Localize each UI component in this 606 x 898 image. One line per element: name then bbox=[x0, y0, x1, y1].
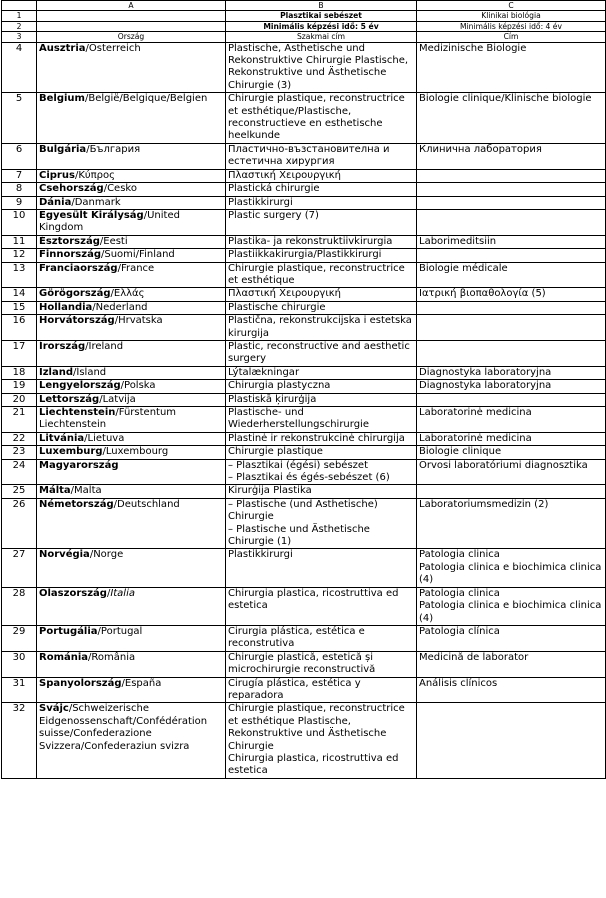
empty-cell bbox=[37, 21, 226, 31]
clinical-biology-title: Diagnostyka laboratoryjna bbox=[419, 380, 552, 392]
country-cell: Ciprus/Κύπρος bbox=[37, 169, 226, 182]
table-row bbox=[2, 169, 606, 182]
row-number: 16 bbox=[2, 315, 37, 341]
professional-title: Plastická chirurgie bbox=[228, 183, 320, 195]
training-duration-b: Minimális képzési idő: 5 év bbox=[226, 21, 417, 31]
professional-title: Plastiikkakirurgia/Plastikkirurgi bbox=[228, 249, 382, 261]
clinical-biology-title: Biologie clinique bbox=[419, 446, 502, 458]
professional-title: Πλαστική Χειρουργική bbox=[228, 288, 341, 300]
professional-title-cell bbox=[226, 677, 417, 703]
training-duration-c: Minimális képzési idő: 4 év bbox=[417, 21, 606, 31]
table-row bbox=[2, 587, 606, 625]
professional-title-cell bbox=[226, 301, 417, 314]
country-name: Portugália bbox=[39, 625, 98, 637]
country-native-name: Polska bbox=[124, 380, 156, 392]
title-cell bbox=[417, 407, 606, 433]
row-number: 2 bbox=[2, 21, 37, 31]
country-cell: Spanyolország/España bbox=[37, 677, 226, 703]
professional-title-cell bbox=[226, 407, 417, 433]
professional-title-cell bbox=[226, 485, 417, 498]
professional-title: Plastic, reconstructive and aesthetic surgery bbox=[228, 340, 410, 365]
country-cell: Egyesült Királyság/United Kingdom bbox=[37, 209, 226, 235]
table-row bbox=[2, 446, 606, 459]
professional-title: Plastika- ja rekonstruktiivkirurgia bbox=[228, 235, 393, 247]
title-cell bbox=[417, 587, 606, 625]
title-cell bbox=[417, 196, 606, 209]
title-cell bbox=[417, 651, 606, 677]
table-row bbox=[2, 288, 606, 301]
title-cell bbox=[417, 366, 606, 379]
country-cell: Dánia/Danmark bbox=[37, 196, 226, 209]
row-number: 1 bbox=[2, 11, 37, 21]
professional-title: Chirurgie plastică, estetică și microchirurgie reconstructivă bbox=[228, 651, 376, 676]
country-native-name: България bbox=[89, 143, 141, 155]
title-cell bbox=[417, 93, 606, 144]
clinical-biology-title: Ιατρική βιοπαθολογία (5) bbox=[419, 288, 546, 300]
country-cell: Hollandia/Nederland bbox=[37, 301, 226, 314]
country-cell: Luxemburg/Luxembourg bbox=[37, 446, 226, 459]
professional-title-cell bbox=[226, 262, 417, 288]
professional-title: Chirurgia plastyczna bbox=[228, 380, 331, 392]
professional-title: Chirurgie plastique bbox=[228, 446, 323, 458]
professional-title-cell bbox=[226, 703, 417, 778]
specialty-b-title: Plasztikai sebészet bbox=[226, 11, 417, 21]
clinical-biology-title: Biologie clinique/Klinische biologie bbox=[419, 93, 592, 105]
specialty-title-row bbox=[2, 11, 606, 21]
country-cell: Horvátország/Hrvatska bbox=[37, 315, 226, 341]
row-number: 32 bbox=[2, 703, 37, 778]
table-row bbox=[2, 340, 606, 366]
country-cell: Ausztria/Österreich bbox=[37, 42, 226, 93]
column-title-row bbox=[2, 32, 606, 42]
title-cell bbox=[417, 498, 606, 549]
row-number: 29 bbox=[2, 625, 37, 651]
country-cell: Málta/Malta bbox=[37, 485, 226, 498]
row-number: 21 bbox=[2, 407, 37, 433]
country-native-name: Ireland bbox=[88, 340, 124, 352]
clinical-biology-title: Análisis clínicos bbox=[419, 677, 498, 689]
country-cell: Csehország/Česko bbox=[37, 183, 226, 196]
professional-title-cell bbox=[226, 498, 417, 549]
corner-cell bbox=[2, 1, 37, 11]
country-native-name: Česko bbox=[107, 183, 137, 195]
row-number: 24 bbox=[2, 459, 37, 485]
country-native-name: Eesti bbox=[103, 235, 128, 247]
country-native-name: België/Belgique/Belgien bbox=[88, 93, 208, 105]
professional-title: Chirurgie plastique, reconstructrice et esthétique bbox=[228, 262, 405, 286]
clinical-biology-title: Diagnostyka laboratoryjna bbox=[419, 366, 552, 378]
table-row bbox=[2, 380, 606, 393]
country-cell: Görögország/Ελλάς bbox=[37, 288, 226, 301]
clinical-biology-title: Laborimeditsiin bbox=[419, 235, 497, 247]
professional-title-cell bbox=[226, 196, 417, 209]
title-cell bbox=[417, 209, 606, 235]
row-number: 18 bbox=[2, 366, 37, 379]
title-column: Cím bbox=[417, 32, 606, 42]
professional-title: Plastische chirurgie bbox=[228, 301, 326, 313]
country-native-name: Ελλάς bbox=[113, 288, 145, 300]
table-row bbox=[2, 432, 606, 445]
row-number: 30 bbox=[2, 651, 37, 677]
country-native-name: România bbox=[91, 651, 136, 663]
country-cell: Románia/România bbox=[37, 651, 226, 677]
country-cell: Lengyelország/Polska bbox=[37, 380, 226, 393]
professional-title-cell bbox=[226, 235, 417, 248]
country-name: Dánia bbox=[39, 196, 72, 208]
country-name: Franciaország bbox=[39, 262, 118, 274]
professional-title: Lýtalækningar bbox=[228, 366, 300, 378]
country-cell: Norvégia/Norge bbox=[37, 549, 226, 587]
country-cell: Írország/Ireland bbox=[37, 340, 226, 366]
row-number: 22 bbox=[2, 432, 37, 445]
country-name: Lettország bbox=[39, 393, 100, 405]
professional-title: Chirurgie plastique, reconstructrice et esthétique/Plastische, reconstructieve en esthetische heelkunde bbox=[228, 93, 405, 142]
table-row bbox=[2, 393, 606, 406]
country-name: Ciprus bbox=[39, 169, 75, 181]
country-native-name: Luxembourg bbox=[105, 446, 169, 458]
table-row bbox=[2, 143, 606, 169]
title-cell bbox=[417, 432, 606, 445]
professional-title: – Plasztikai (égési) sebészet – Plasztikai és égés-sebészet (6) bbox=[228, 459, 390, 484]
country-name: Svájc bbox=[39, 703, 69, 715]
title-cell bbox=[417, 301, 606, 314]
country-native-name: Ísland bbox=[76, 366, 107, 378]
country-native-name: Hrvatska bbox=[118, 315, 163, 327]
country-name: Írország bbox=[39, 340, 86, 352]
professional-title: Plastična, rekonstrukcijska i estetska kirurgija bbox=[228, 315, 412, 339]
table-row bbox=[2, 677, 606, 703]
title-cell bbox=[417, 703, 606, 778]
clinical-biology-title: Orvosi laboratóriumi diagnosztika bbox=[419, 459, 588, 471]
row-number: 28 bbox=[2, 587, 37, 625]
country-name: Belgium bbox=[39, 93, 85, 105]
table-row bbox=[2, 42, 606, 93]
row-number: 25 bbox=[2, 485, 37, 498]
professional-title-cell bbox=[226, 393, 417, 406]
professional-title: Plastikkirurgi bbox=[228, 549, 293, 561]
professional-title-cell bbox=[226, 209, 417, 235]
professional-title-cell bbox=[226, 459, 417, 485]
country-cell: Észtország/Eesti bbox=[37, 235, 226, 248]
row-number: 23 bbox=[2, 446, 37, 459]
table-row bbox=[2, 301, 606, 314]
country-native-name: Malta bbox=[74, 485, 102, 497]
country-name: Észtország bbox=[39, 235, 100, 247]
row-number: 20 bbox=[2, 393, 37, 406]
table-row bbox=[2, 498, 606, 549]
professional-title-cell bbox=[226, 93, 417, 144]
professional-title: Plastische- und Wiederherstellungschirurgie bbox=[228, 407, 369, 431]
row-number: 4 bbox=[2, 42, 37, 93]
country-native-name: Italia bbox=[110, 587, 135, 599]
clinical-biology-title: Medicină de laborator bbox=[419, 651, 529, 663]
table-row bbox=[2, 235, 606, 248]
table-row bbox=[2, 183, 606, 196]
row-number: 6 bbox=[2, 143, 37, 169]
country-native-name: Danmark bbox=[74, 196, 121, 208]
column-c-letter: C bbox=[417, 1, 606, 11]
country-cell: Franciaország/France bbox=[37, 262, 226, 288]
country-name: Csehország bbox=[39, 183, 104, 195]
professional-title-cell bbox=[226, 651, 417, 677]
country-native-name: Nederland bbox=[95, 301, 148, 313]
title-cell bbox=[417, 485, 606, 498]
table-row bbox=[2, 315, 606, 341]
professional-title-cell bbox=[226, 432, 417, 445]
country-name: Lengyelország bbox=[39, 380, 121, 392]
country-name: Magyarország bbox=[39, 459, 119, 471]
country-name: Liechtenstein bbox=[39, 407, 116, 418]
country-name: Spanyolország bbox=[39, 677, 122, 689]
country-name: Hollandia bbox=[39, 301, 93, 313]
country-native-name: España bbox=[124, 677, 162, 689]
professional-title: Plastic surgery (7) bbox=[228, 209, 319, 221]
clinical-biology-title: Laboratorinė medicina bbox=[419, 407, 532, 418]
country-native-name: Deutschland bbox=[117, 498, 180, 510]
title-cell bbox=[417, 380, 606, 393]
table-row bbox=[2, 209, 606, 235]
row-number: 26 bbox=[2, 498, 37, 549]
clinical-biology-title: Biologie médicale bbox=[419, 262, 508, 274]
clinical-biology-title: Patologia clinica Patologia clinica e biochimica clinica (4) bbox=[419, 587, 602, 624]
professional-title: Пластично-възстановителна и естетична хирургия bbox=[228, 143, 390, 168]
title-cell bbox=[417, 549, 606, 587]
country-cell: Lettország/Latvija bbox=[37, 393, 226, 406]
title-cell bbox=[417, 235, 606, 248]
row-number: 15 bbox=[2, 301, 37, 314]
country-native-name: Lietuva bbox=[87, 432, 125, 444]
column-letter-row bbox=[2, 1, 606, 11]
professional-title-cell bbox=[226, 143, 417, 169]
table-row bbox=[2, 703, 606, 778]
row-number: 19 bbox=[2, 380, 37, 393]
title-cell bbox=[417, 459, 606, 485]
country-name: Izland bbox=[39, 366, 73, 378]
clinical-biology-title: Laboratoriumsmedizin (2) bbox=[419, 498, 549, 510]
title-cell bbox=[417, 288, 606, 301]
clinical-biology-title: Patologia clinica Patologia clinica e biochimica clinica (4) bbox=[419, 549, 602, 586]
professional-title-cell bbox=[226, 315, 417, 341]
table-row bbox=[2, 262, 606, 288]
row-number: 10 bbox=[2, 209, 37, 235]
column-a-letter: A bbox=[37, 1, 226, 11]
row-number: 7 bbox=[2, 169, 37, 182]
country-cell: Bulgária/България bbox=[37, 143, 226, 169]
country-cell bbox=[37, 459, 226, 485]
title-cell bbox=[417, 446, 606, 459]
country-cell: Portugália/Portugal bbox=[37, 625, 226, 651]
professional-title: Chirurgia plastica, ricostruttiva ed estetica bbox=[228, 587, 399, 612]
country-native-name: France bbox=[120, 262, 155, 274]
title-cell bbox=[417, 340, 606, 366]
country-name: Litvánia bbox=[39, 432, 85, 444]
title-cell bbox=[417, 677, 606, 703]
country-native-name: Suomi/Finland bbox=[104, 249, 175, 261]
title-cell bbox=[417, 625, 606, 651]
professional-title: Cirurgia plástica, estética e reconstrutiva bbox=[228, 625, 365, 650]
clinical-biology-title: Laboratorinė medicina bbox=[419, 432, 532, 444]
professional-title-cell bbox=[226, 549, 417, 587]
country-cell: Svájc/Schweizerische Eidgenossenschaft/Confédération suisse/Confederazione Svizzera/Confederaziun svizra bbox=[37, 703, 226, 778]
professional-title: Chirurgie plastique, reconstructrice et esthétique Plastische, Rekonstruktive und Ästhetische Chirurgie Chirurgia plastica, ricostruttiva ed estetica bbox=[228, 703, 405, 777]
table-row bbox=[2, 249, 606, 262]
professional-title: Plastische, Ästhetische und Rekonstruktive Chirurgie Plastische, Rekonstruktive und Ästhetische Chirurgie (3) bbox=[228, 42, 409, 91]
row-number: 27 bbox=[2, 549, 37, 587]
country-cell: Belgium/België/Belgique/Belgien bbox=[37, 93, 226, 144]
table-row bbox=[2, 651, 606, 677]
professional-title-cell bbox=[226, 446, 417, 459]
table-row bbox=[2, 366, 606, 379]
professional-title-cell bbox=[226, 366, 417, 379]
title-cell bbox=[417, 169, 606, 182]
country-name: Görögország bbox=[39, 288, 111, 300]
country-cell: Izland/Ísland bbox=[37, 366, 226, 379]
professional-title: Plastinė ir rekonstrukcinė chirurgija bbox=[228, 432, 405, 444]
country-name: Horvátország bbox=[39, 315, 115, 327]
professional-title-cell bbox=[226, 183, 417, 196]
title-cell bbox=[417, 393, 606, 406]
table-row bbox=[2, 407, 606, 433]
professional-title: Πλαστική Χειρουργική bbox=[228, 169, 341, 181]
professional-title: Cirugía plástica, estética y reparadora bbox=[228, 677, 361, 701]
country-name: Málta bbox=[39, 485, 71, 497]
title-cell bbox=[417, 143, 606, 169]
professional-title-cell bbox=[226, 169, 417, 182]
country-name: Bulgária bbox=[39, 143, 87, 155]
title-cell bbox=[417, 262, 606, 288]
country-native-name: Schweizerische Eidgenossenschaft/Confédération suisse/Confederazione Svizzera/Confederaziun svizra bbox=[39, 703, 208, 752]
country-native-name: Latvija bbox=[102, 393, 136, 405]
country-name: Ausztria bbox=[39, 42, 86, 54]
professional-title-cell bbox=[226, 288, 417, 301]
professional-title-cell bbox=[226, 587, 417, 625]
country-native-name: Norge bbox=[93, 549, 124, 561]
title-cell bbox=[417, 249, 606, 262]
country-column-title: Ország bbox=[37, 32, 226, 42]
country-name: Norvégia bbox=[39, 549, 90, 561]
table-row bbox=[2, 93, 606, 144]
clinical-biology-title: Medizinische Biologie bbox=[419, 42, 527, 54]
professional-title: Kirurġija Plastika bbox=[228, 485, 312, 497]
professional-title-cell bbox=[226, 380, 417, 393]
table-row bbox=[2, 549, 606, 587]
country-name: Románia bbox=[39, 651, 89, 663]
professional-title-cell bbox=[226, 249, 417, 262]
professional-title: Plastiskā ķirurģija bbox=[228, 393, 317, 405]
country-cell: Németország/Deutschland bbox=[37, 498, 226, 549]
country-name: Egyesült Királyság bbox=[39, 209, 144, 221]
table-row bbox=[2, 625, 606, 651]
country-native-name: Κύπρος bbox=[78, 169, 116, 181]
country-cell: Liechtenstein/Fürstentum Liechtenstein bbox=[37, 407, 226, 433]
row-number: 8 bbox=[2, 183, 37, 196]
country-native-name: Portugal bbox=[100, 625, 143, 637]
title-cell bbox=[417, 183, 606, 196]
table-row bbox=[2, 485, 606, 498]
table-row bbox=[2, 459, 606, 485]
professional-title-column: Szakmai cím bbox=[226, 32, 417, 42]
row-number: 11 bbox=[2, 235, 37, 248]
training-duration-row bbox=[2, 21, 606, 31]
row-number: 12 bbox=[2, 249, 37, 262]
row-number: 9 bbox=[2, 196, 37, 209]
country-name: Luxemburg bbox=[39, 446, 103, 458]
professional-title-cell bbox=[226, 42, 417, 93]
clinical-biology-title: Клинична лаборатория bbox=[419, 143, 542, 155]
title-cell bbox=[417, 315, 606, 341]
country-cell: Finnország/Suomi/Finland bbox=[37, 249, 226, 262]
country-cell: Olaszország/Italia bbox=[37, 587, 226, 625]
clinical-biology-title: Patologia clínica bbox=[419, 625, 500, 637]
country-cell: Litvánia/Lietuva bbox=[37, 432, 226, 445]
row-number: 3 bbox=[2, 32, 37, 42]
country-native-name: Fürstentum Liechtenstein bbox=[39, 407, 177, 431]
title-cell bbox=[417, 42, 606, 93]
specialty-table bbox=[1, 0, 606, 779]
country-native-name: United Kingdom bbox=[39, 209, 180, 234]
professional-title-cell bbox=[226, 340, 417, 366]
row-number: 5 bbox=[2, 93, 37, 144]
professional-title: Plastikkirurgi bbox=[228, 196, 293, 208]
row-number: 31 bbox=[2, 677, 37, 703]
professional-title-cell bbox=[226, 625, 417, 651]
empty-cell bbox=[37, 11, 226, 21]
country-name: Finnország bbox=[39, 249, 101, 261]
row-number: 14 bbox=[2, 288, 37, 301]
row-number: 17 bbox=[2, 340, 37, 366]
country-name: Németország bbox=[39, 498, 114, 510]
country-native-name: Österreich bbox=[88, 42, 141, 54]
country-name: Olaszország bbox=[39, 587, 107, 599]
professional-title: – Plastische (und Ästhetische) Chirurgie – Plastische und Ästhetische Chirurgie (1) bbox=[228, 498, 378, 548]
specialty-c-title: Klinikai biológia bbox=[417, 11, 606, 21]
row-number: 13 bbox=[2, 262, 37, 288]
table-row bbox=[2, 196, 606, 209]
column-b-letter: B bbox=[226, 1, 417, 11]
